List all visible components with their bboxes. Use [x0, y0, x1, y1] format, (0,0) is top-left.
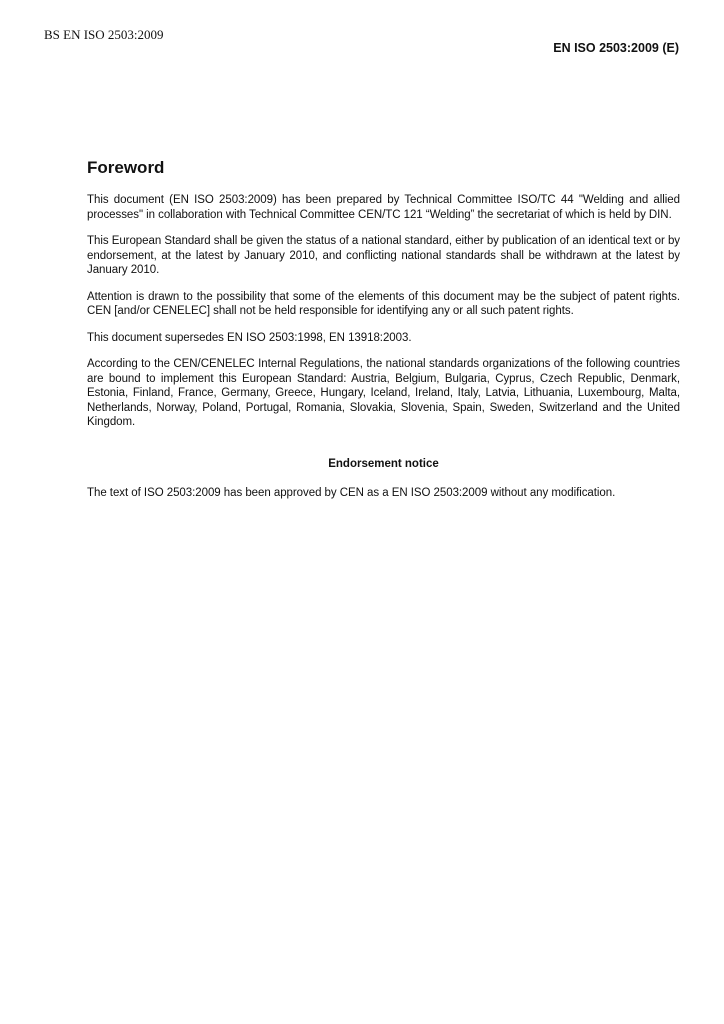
- bs-document-id: BS EN ISO 2503:2009: [44, 27, 164, 42]
- endorsement-title: Endorsement notice: [328, 457, 439, 470]
- foreword-paragraph-supersedes: This document supersedes EN ISO 2503:1998, EN 13918:2003.: [87, 331, 412, 344]
- foreword-paragraph-status: This European Standard shall be given the status of a national standard, either by publication of an identical text or by endorsement, at the latest by January 2010, and conflicting national standards shall be withdrawn at the latest by January 2010.: [87, 235, 680, 276]
- standard-reference: EN ISO 2503:2009 (E): [553, 41, 679, 55]
- foreword-paragraph-countries: According to the CEN/CENELEC Internal Regulations, the national standards organizations of the following countries are bound to implement this European Standard: Austria, Belgium, Bulgaria, Cyprus, Czech Republic, Denmark, Estonia, Finland, France, Germany, Greece, Hungary, Iceland, Ireland, Italy, Latvia, Lithuania, Luxembourg, Malta, Netherlands, Norway, Poland, Portugal, Romania, Slovakia, Slovenia, Spain, Sweden, Switzerland and the United Kingdom.: [87, 358, 680, 428]
- foreword-title: Foreword: [87, 158, 165, 177]
- endorsement-text: The text of ISO 2503:2009 has been approved by CEN as a EN ISO 2503:2009 without any modification.: [87, 486, 616, 499]
- foreword-paragraph-patent: Attention is drawn to the possibility that some of the elements of this document may be the subject of patent rights. CEN [and/or CENELEC] shall not be held responsible for identifying any or all such patent rights.: [87, 290, 680, 317]
- foreword-section: [87, 156, 680, 512]
- foreword-paragraph-committee: This document (EN ISO 2503:2009) has been prepared by Technical Committee ISO/TC 44 "Welding and allied processes" in collaboration with Technical Committee CEN/TC 121 “Welding” the secretariat of which is held by DIN.: [87, 194, 680, 221]
